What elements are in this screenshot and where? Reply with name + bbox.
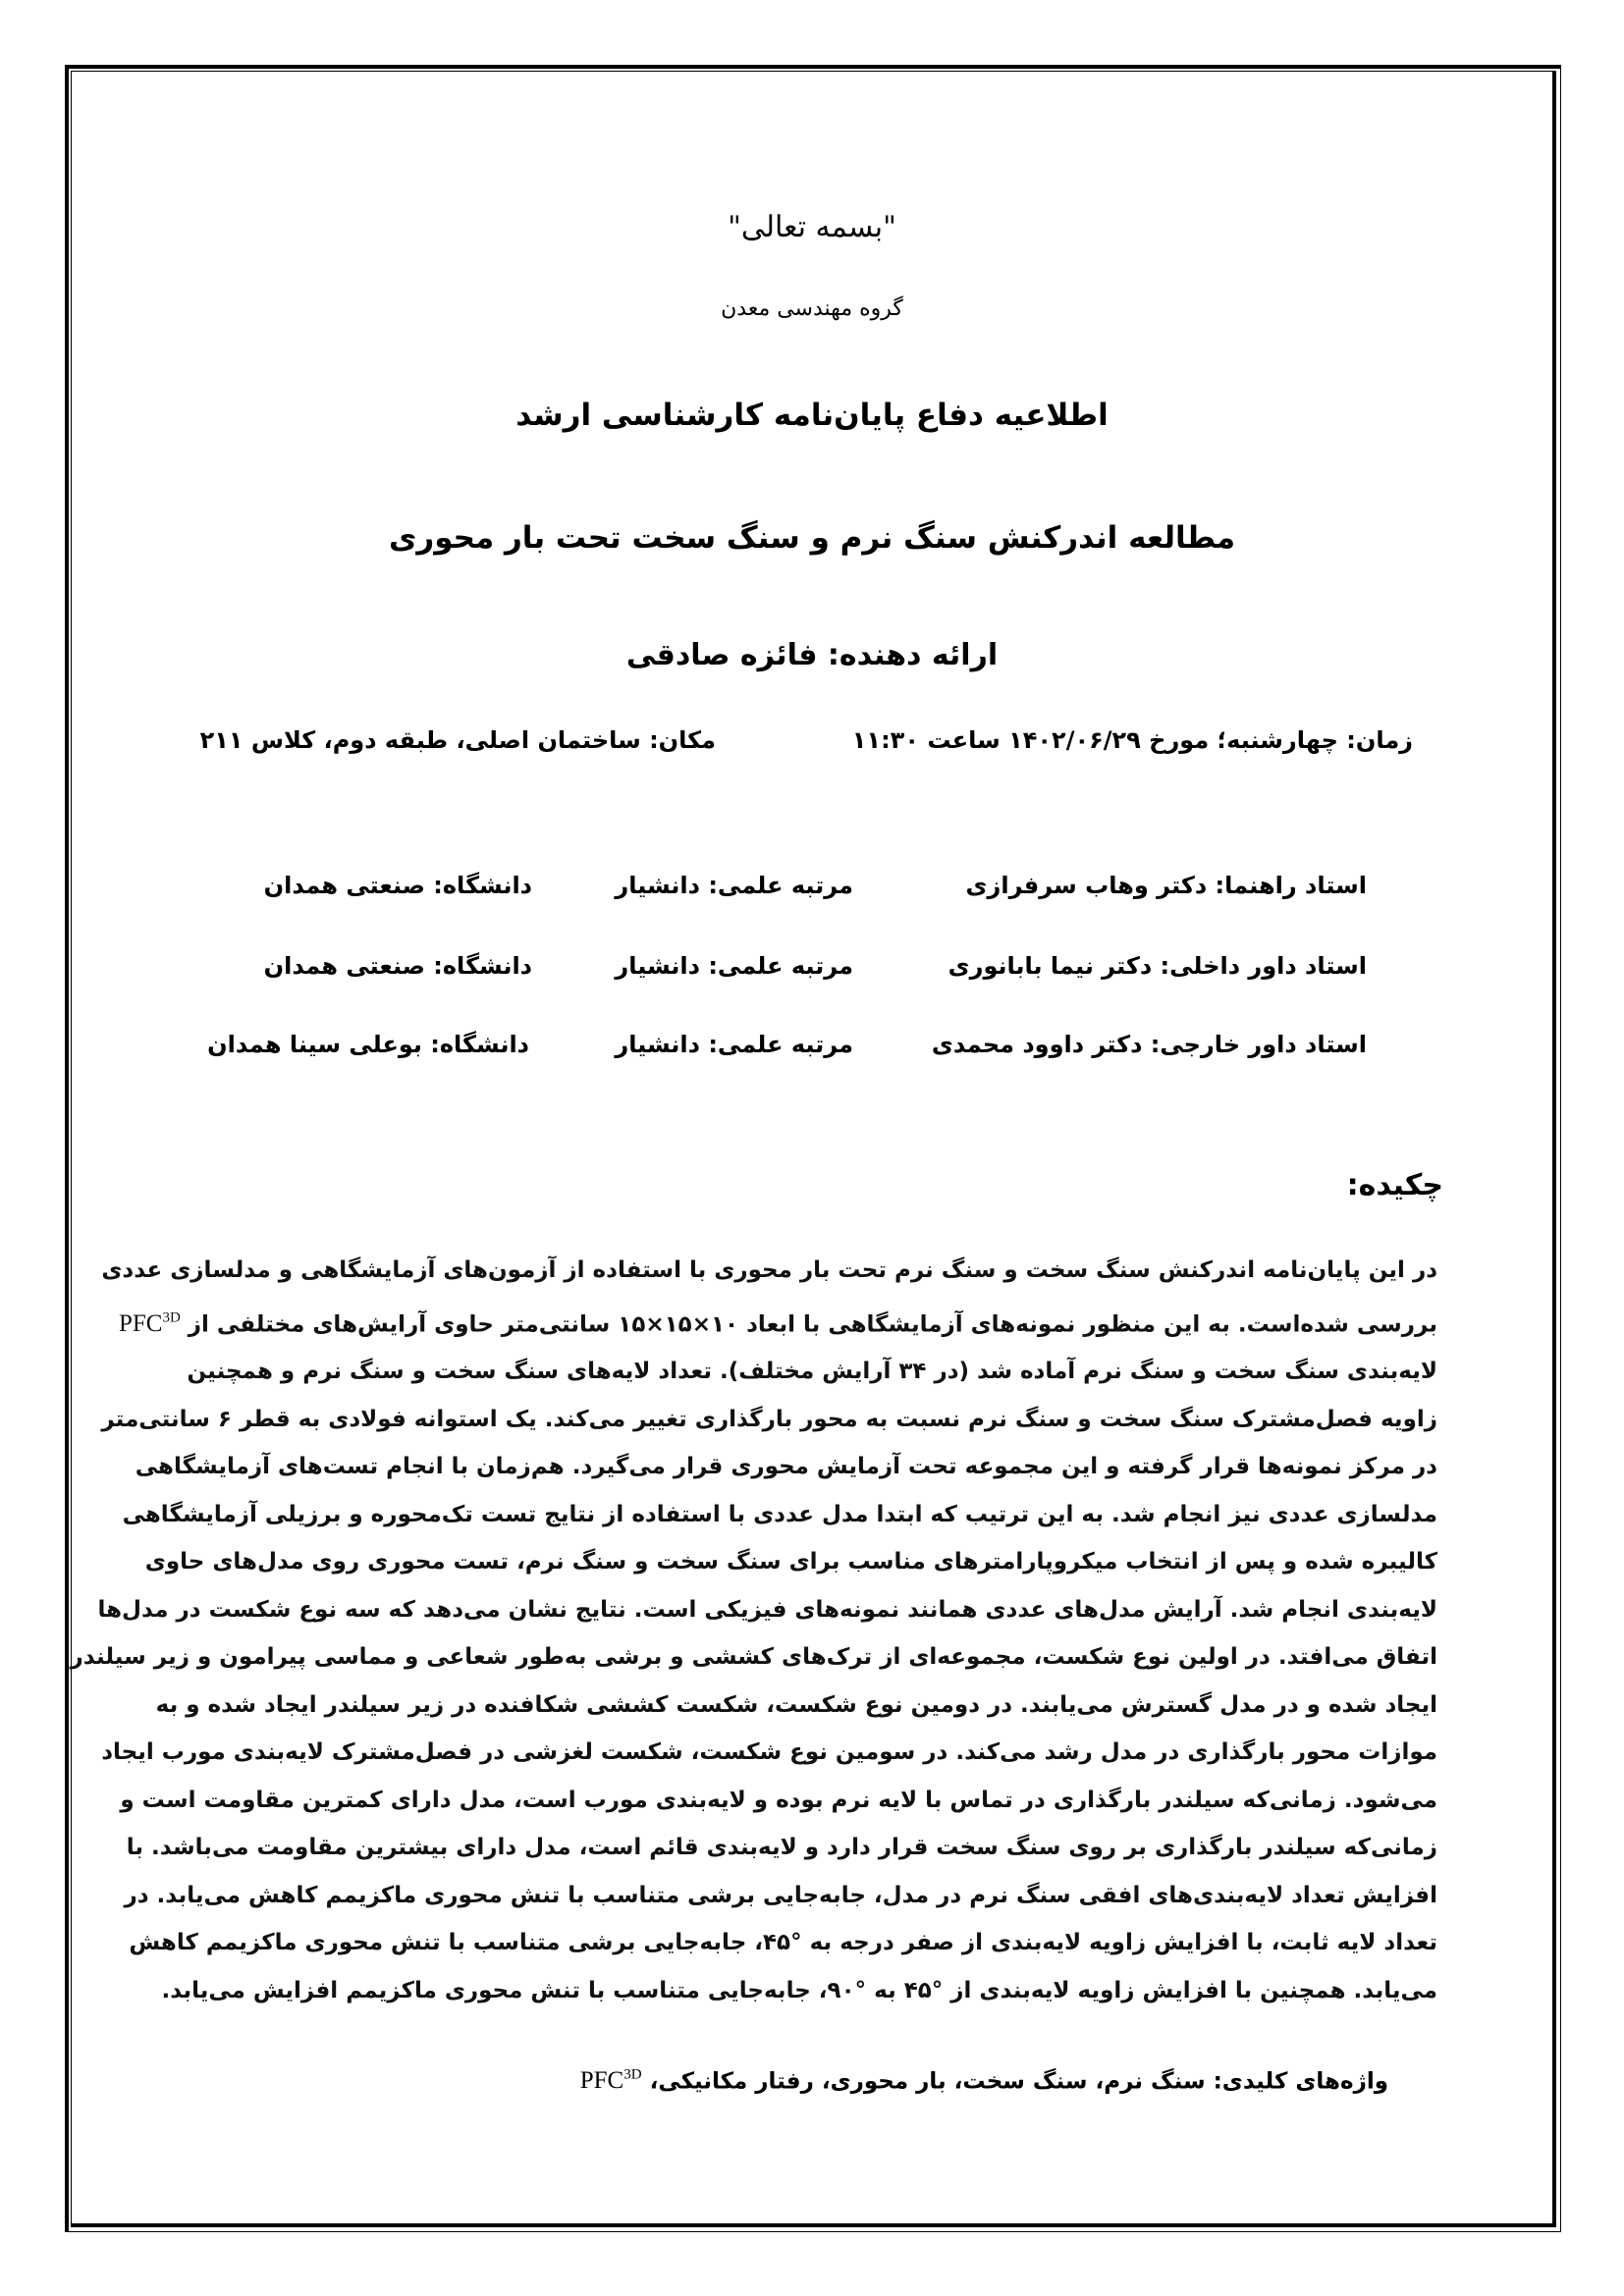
committee-rank: مرتبه علمی: دانشیار bbox=[615, 872, 853, 899]
announcement-title: اطلاعیه دفاع پایان‌نامه کارشناسی ارشد bbox=[515, 398, 1109, 433]
abstract-line-text: بررسی شده‌است. به این منظور نمونه‌های آزمایشگاهی با ابعاد ۱۰×۱۵×۱۵ سانتی‌متر حاوی آرایش‌های مختلفی از bbox=[188, 1310, 1437, 1337]
keywords-label: واژه‌های کلیدی: bbox=[1213, 2068, 1388, 2095]
session-time: زمان: چهارشنبه؛ مورخ ۱۴۰۲/۰۶/۲۹ ساعت ۱۱:۳۰ bbox=[851, 726, 1413, 754]
department-name: گروه مهندسی معدن bbox=[721, 296, 903, 321]
committee-rank: مرتبه علمی: دانشیار bbox=[615, 952, 853, 980]
abstract-line: در این پایان‌نامه اندرکنش سنگ سخت و سنگ نرم تحت بار محوری با استفاده از آزمون‌های آزمایشگاهی و مدلسازی عددی bbox=[101, 1257, 1437, 1283]
software-name: PFC bbox=[579, 2067, 624, 2095]
abstract-line: لایه‌بندی سنگ سخت و سنگ نرم آماده شد (در ۳۴ آرایش مختلف). تعداد لایه‌های سنگ سخت و سنگ نرم و همچنین bbox=[187, 1359, 1437, 1385]
abstract-line: کالیبره شده و پس از انتخاب میکروپارامترهای مناسب برای سنگ سخت و سنگ نرم، تست محوری روی مدل‌های حاوی bbox=[144, 1549, 1437, 1575]
abstract-line: اتفاق می‌افتد. در اولین نوع شکست، مجموعه‌ای از ترک‌های کششی و برشی به‌طور شعاعی و مماسی پیرامون و زیر سیلندر bbox=[70, 1644, 1437, 1671]
committee-role-name: استاد راهنما: دکتر وهاب سرفرازی bbox=[965, 872, 1367, 899]
abstract-line: زاویه فصل‌مشترک سنگ سخت و سنگ نرم نسبت به محور بارگذاری تغییر می‌کند. یک استوانه فولادی به قطر ۶ سانتی‌متر bbox=[101, 1406, 1437, 1432]
abstract-line: افزایش تعداد لایه‌بندی‌های افقی سنگ نرم در مدل، جابه‌جایی برشی متناسب با تنش محوری ماکزیمم کاهش می‌یابد. در bbox=[124, 1882, 1437, 1908]
committee-university: دانشگاه: صنعتی همدان bbox=[263, 952, 532, 980]
abstract-line: ایجاد شده و در مدل گسترش می‌یابند. در دومین نوع شکست، شکست کششی شکافنده در زیر سیلندر ایجاد شده و به bbox=[155, 1691, 1437, 1718]
abstract-line: می‌یابد. همچنین با افزایش زاویه لایه‌بندی از °۴۵ به °۹۰، جابه‌جایی متناسب با تنش محوری ماکزیمم افزایش می‌یابد. bbox=[161, 1977, 1437, 2003]
abstract-heading: چکیده: bbox=[1346, 1168, 1443, 1202]
abstract-line: مدلسازی عددی نیز انجام شد. به این ترتیب که ابتدا مدل عددی با استفاده از نتایج تست تک‌محوره و برزیلی آزمایشگاهی bbox=[122, 1501, 1437, 1527]
session-place: مکان: ساختمان اصلی، طبقه دوم، کلاس ۲۱۱ bbox=[199, 726, 716, 754]
abstract-line: لایه‌بندی انجام شد. آرایش مدل‌های عددی همانند نمونه‌های فیزیکی است. نتایج نشان می‌دهد که سه نوع شکست در مدل‌ها bbox=[97, 1596, 1437, 1623]
abstract-line: تعداد لایه ثابت، با افزایش زاویه لایه‌بندی از صفر درجه به °۴۵، جابه‌جایی برشی متناسب با تنش محوری ماکزیمم کاهش bbox=[129, 1930, 1437, 1956]
pfc3d-term bbox=[119, 1310, 181, 1337]
abstract-line: در مرکز نمونه‌ها قرار گرفته و این مجموعه تحت آزمایش محوری قرار می‌گیرد. هم‌زمان با انجام تست‌های آزمایشگاهی bbox=[135, 1454, 1437, 1480]
abstract-line: زمانی‌که سیلندر بارگذاری بر روی سنگ سخت قرار دارد و لایه‌بندی قائم است، مدل دارای بیشترین مقاومت می‌باشد. با bbox=[126, 1835, 1437, 1861]
committee-rank: مرتبه علمی: دانشیار bbox=[615, 1031, 853, 1058]
abstract-line: می‌شود. زمانی‌که سیلندر بارگذاری در تماس با لایه نرم بوده و لایه‌بندی مورب است، مدل دارای کمترین مقاومت است و bbox=[120, 1787, 1437, 1813]
presenter-name: ارائه دهنده: فائزه صادقی bbox=[625, 638, 999, 672]
abstract-line bbox=[118, 1295, 1437, 1349]
keywords-terms: سنگ نرم، سنگ سخت، بار محوری، رفتار مکانیکی، bbox=[641, 2068, 1214, 2095]
software-superscript: 3D bbox=[162, 1309, 181, 1326]
abstract-body bbox=[70, 1247, 1437, 2014]
pfc3d-term bbox=[580, 2067, 642, 2094]
committee-university: دانشگاه: صنعتی همدان bbox=[263, 872, 532, 899]
software-name: PFC bbox=[118, 1309, 163, 1337]
basmala-heading: "بسمه تعالی" bbox=[728, 210, 896, 244]
committee-role-name: استاد داور خارجی: دکتر داوود محمدی bbox=[931, 1031, 1367, 1058]
committee-university: دانشگاه: بوعلی سینا همدان bbox=[207, 1031, 529, 1058]
thesis-title: مطالعه اندرکنش سنگ نرم و سنگ سخت تحت بار محوری bbox=[388, 520, 1236, 556]
software-superscript: 3D bbox=[623, 2067, 642, 2083]
committee-role-name: استاد داور داخلی: دکتر نیما بابانوری bbox=[947, 952, 1367, 980]
keywords-line bbox=[580, 2067, 1388, 2095]
abstract-line: موازات محور بارگذاری در مدل رشد می‌کند. در سومین نوع شکست، شکست لغزشی در فصل‌مشترک لایه‌بندی مورب ایجاد bbox=[101, 1739, 1437, 1766]
